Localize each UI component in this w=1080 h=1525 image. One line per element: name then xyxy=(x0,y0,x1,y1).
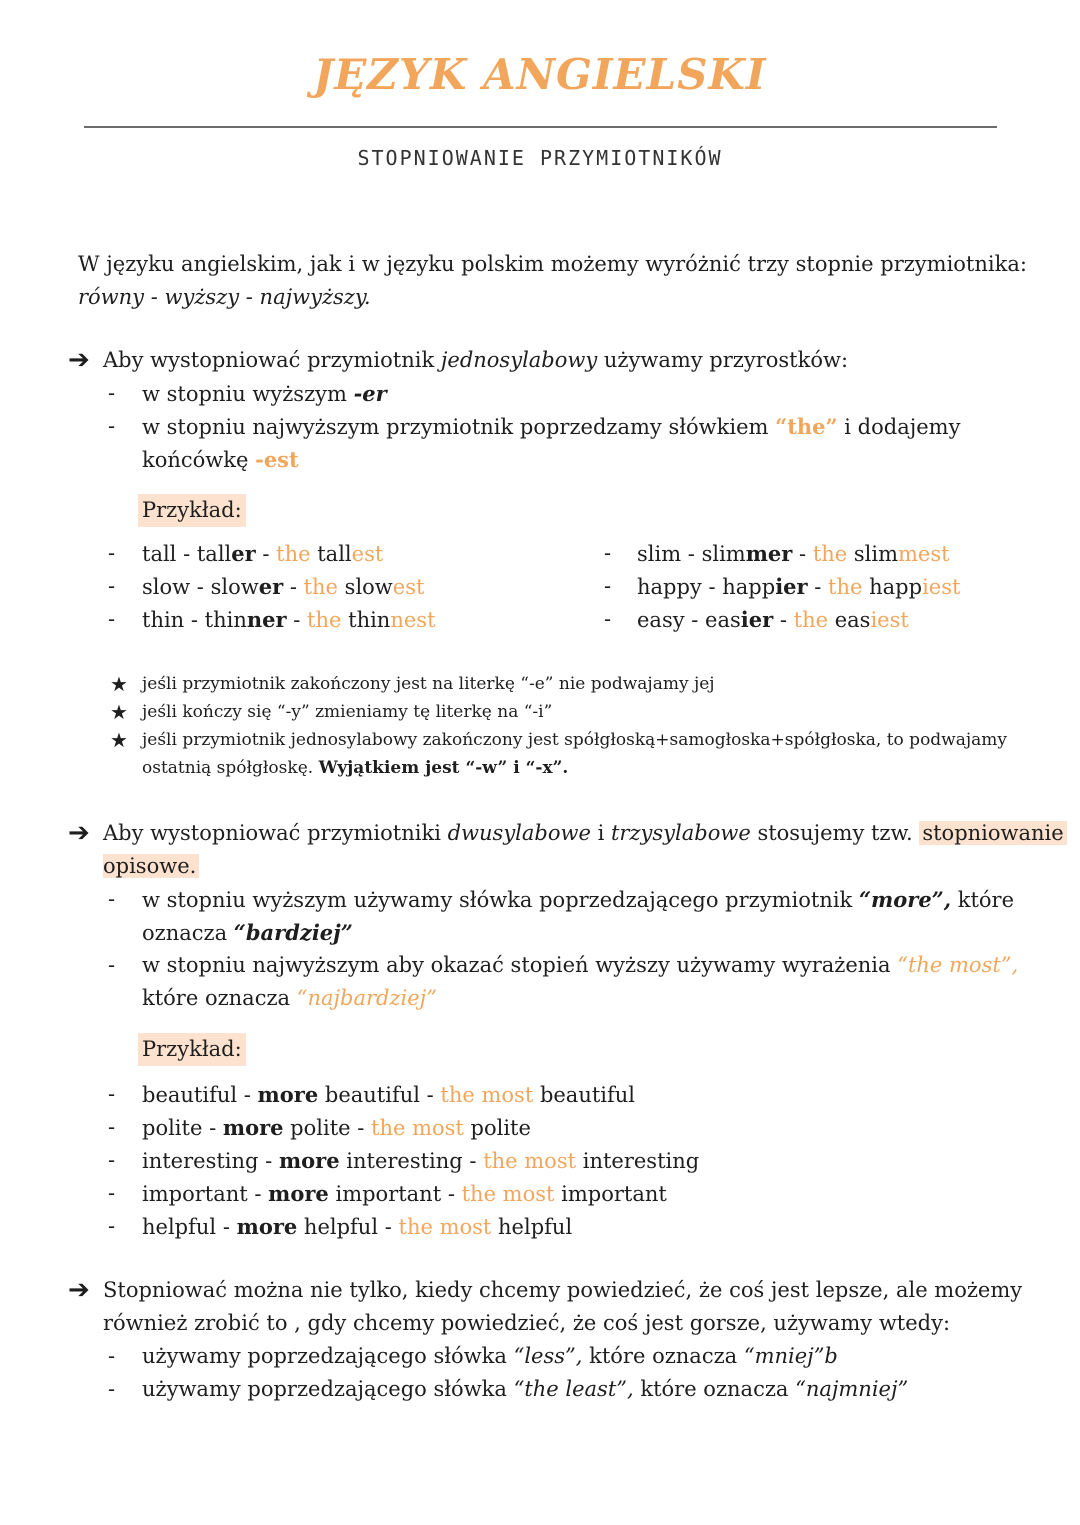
example-polite: polite - more polite - the most polite xyxy=(142,1115,531,1140)
star-icon: ★ xyxy=(110,700,128,724)
example-beautiful: beautiful - more beautiful - the most beautiful xyxy=(142,1082,636,1107)
bullet-dash: - xyxy=(108,1377,116,1401)
bullet-dash: - xyxy=(604,541,612,565)
bullet-dash: - xyxy=(604,574,612,598)
example-label: Przykład: xyxy=(138,494,246,527)
section3-line-2: również zrobić to , gdy chcemy powiedzieć, że coś jest gorsze, używamy wtedy: xyxy=(103,1311,951,1335)
rule-3: jeśli przymiotnik jednosylabowy zakończony jest spółgłoską+samogłoska+spółgłoska, to podwajamy xyxy=(142,730,1007,750)
section2-bullet-1-cont: oznacza “bardziej” xyxy=(142,920,353,945)
bullet-dash: - xyxy=(108,1115,116,1139)
bullet-dash: - xyxy=(108,541,116,565)
star-icon: ★ xyxy=(110,728,128,752)
intro-line-2: równy - wyższy - najwyższy. xyxy=(78,285,371,309)
section3-line-1: Stopniować można nie tylko, kiedy chcemy powiedzieć, że coś jest lepsze, ale możemy xyxy=(103,1278,1023,1302)
section3-bullet-2: używamy poprzedzającego słówka “the least”, które oznacza “najmniej” xyxy=(142,1377,909,1401)
bullet-dash: - xyxy=(108,953,116,977)
bullet-dash: - xyxy=(108,574,116,598)
rule-2: jeśli kończy się “-y” zmieniamy tę literkę na “-i” xyxy=(142,702,553,722)
example-interesting: interesting - more interesting - the most interesting xyxy=(142,1148,700,1173)
section2-lead-cont: opisowe. xyxy=(103,850,199,883)
page-subtitle: STOPNIOWANIE PRZYMIOTNIKÓW xyxy=(357,146,723,170)
bullet-dash: - xyxy=(108,607,116,631)
example-important: important - more important - the most important xyxy=(142,1181,667,1206)
section1-bullet-1: w stopniu wyższym -er xyxy=(142,381,387,406)
page-title: JĘZYK ANGIELSKI xyxy=(313,50,767,99)
bullet-dash: - xyxy=(108,1344,116,1368)
section3-bullet-1: używamy poprzedzającego słówka “less”, które oznacza “mniej”b xyxy=(142,1344,838,1368)
bullet-dash: - xyxy=(604,607,612,631)
example-label: Przykład: xyxy=(138,1033,246,1066)
bullet-dash: - xyxy=(108,381,116,405)
example-slim: slim - slimmer - the slimmest xyxy=(637,541,950,566)
star-icon: ★ xyxy=(110,672,128,696)
bullet-dash: - xyxy=(108,887,116,911)
section1-bullet-2: w stopniu najwyższym przymiotnik poprzedzamy słówkiem “the” i dodajemy xyxy=(142,414,961,439)
title-divider xyxy=(84,126,997,128)
intro-line-1: W języku angielskim, jak i w języku polskim możemy wyróżnić trzy stopnie przymiotnika: xyxy=(78,252,1027,276)
bullet-dash: - xyxy=(108,414,116,438)
arrow-icon: ➔ xyxy=(68,345,90,375)
bullet-dash: - xyxy=(108,1148,116,1172)
bullet-dash: - xyxy=(108,1082,116,1106)
example-easy: easy - easier - the easiest xyxy=(637,607,909,632)
rule-1: jeśli przymiotnik zakończony jest na literkę “-e” nie podwajamy jej xyxy=(142,674,715,694)
example-slow: slow - slower - the slowest xyxy=(142,574,425,599)
section2-bullet-1: w stopniu wyższym używamy słówka poprzedzającego przymiotnik “more”, które xyxy=(142,887,1015,912)
arrow-icon: ➔ xyxy=(68,818,90,848)
section2-bullet-2-cont: które oznacza “najbardziej” xyxy=(142,986,437,1010)
section1-lead: Aby wystopniować przymiotnik jednosylabowy używamy przyrostków: xyxy=(103,348,849,372)
example-tall: tall - taller - the tallest xyxy=(142,541,384,566)
section2-lead: Aby wystopniować przymiotniki dwusylabowe i trzysylabowe stosujemy tzw. stopniowanie xyxy=(103,817,1067,850)
bullet-dash: - xyxy=(108,1214,116,1238)
example-happy: happy - happier - the happiest xyxy=(637,574,961,599)
section2-bullet-2: w stopniu najwyższym aby okazać stopień wyższy używamy wyrażenia “the most”, xyxy=(142,953,1019,977)
rule-3-cont: ostatnią spółgłoskę. Wyjątkiem jest “-w” i “-x”. xyxy=(142,758,569,778)
example-thin: thin - thinner - the thinnest xyxy=(142,607,436,632)
arrow-icon: ➔ xyxy=(68,1275,90,1305)
bullet-dash: - xyxy=(108,1181,116,1205)
example-helpful: helpful - more helpful - the most helpful xyxy=(142,1214,573,1239)
section1-bullet-2-cont: końcówkę -est xyxy=(142,447,299,472)
